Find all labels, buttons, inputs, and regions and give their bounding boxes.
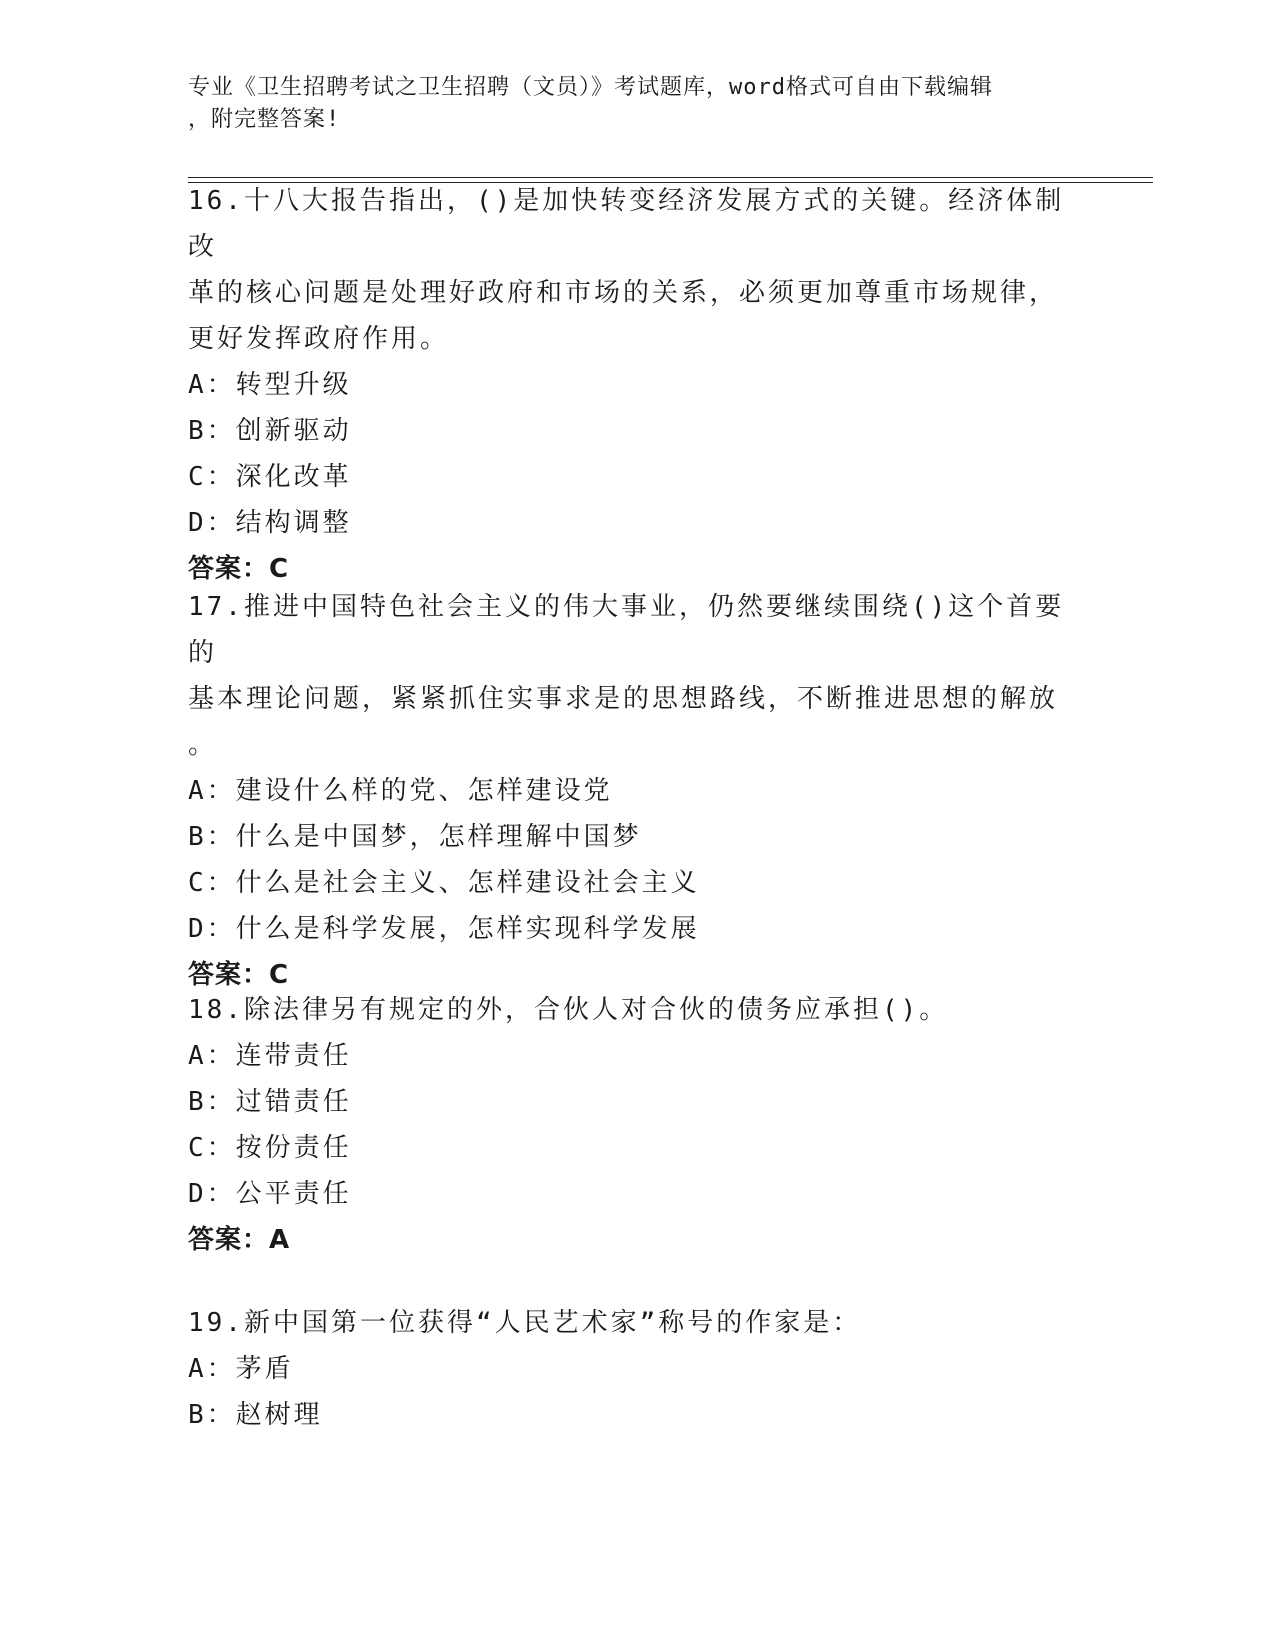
option-a: A：转型升级 bbox=[188, 370, 352, 400]
option-a: A：茅盾 bbox=[188, 1354, 294, 1384]
question-stem-line: 16.十八大报告指出，()是加快转变经济发展方式的关键。经济体制改 bbox=[188, 186, 1065, 262]
option-b: B：什么是中国梦，怎样理解中国梦 bbox=[188, 822, 642, 852]
option-c: C：按份责任 bbox=[188, 1133, 352, 1163]
question-stem-line: 。 bbox=[188, 730, 218, 760]
answer: 答案：A bbox=[188, 1225, 291, 1255]
question-stem-line: 19.新中国第一位获得“人民艺术家”称号的作家是： bbox=[188, 1308, 862, 1338]
option-a: A：建设什么样的党、怎样建设党 bbox=[188, 776, 613, 806]
answer: 答案：C bbox=[188, 554, 290, 584]
option-a: A：连带责任 bbox=[188, 1041, 352, 1071]
question-stem-line: 基本理论问题，紧紧抓住实事求是的思想路线，不断推进思想的解放 bbox=[188, 684, 1059, 714]
document-header bbox=[188, 72, 1068, 136]
option-b: B：过错责任 bbox=[188, 1087, 352, 1117]
question-16 bbox=[188, 178, 1088, 592]
header-line-1: 专业《卫生招聘考试之卫生招聘（文员）》考试题库，word格式可自由下载编辑 bbox=[188, 75, 993, 100]
option-d: D：公平责任 bbox=[188, 1179, 352, 1209]
option-d: D：什么是科学发展，怎样实现科学发展 bbox=[188, 914, 700, 944]
question-19 bbox=[188, 1300, 1088, 1438]
question-stem-line: 18.除法律另有规定的外，合伙人对合伙的债务应承担()。 bbox=[188, 995, 949, 1025]
option-b: B：赵树理 bbox=[188, 1400, 323, 1430]
header-line-2: ，附完整答案! bbox=[188, 107, 341, 132]
question-stem-line: 革的核心问题是处理好政府和市场的关系，必须更加尊重市场规律， bbox=[188, 278, 1059, 308]
question-stem-line: 更好发挥政府作用。 bbox=[188, 324, 450, 354]
option-c: C：深化改革 bbox=[188, 462, 352, 492]
answer: 答案：C bbox=[188, 960, 290, 990]
option-c: C：什么是社会主义、怎样建设社会主义 bbox=[188, 868, 700, 898]
option-d: D：结构调整 bbox=[188, 508, 352, 538]
question-17 bbox=[188, 584, 1088, 998]
question-stem-line: 17.推进中国特色社会主义的伟大事业，仍然要继续围绕()这个首要的 bbox=[188, 592, 1065, 668]
option-b: B：创新驱动 bbox=[188, 416, 352, 446]
question-18 bbox=[188, 987, 1088, 1263]
